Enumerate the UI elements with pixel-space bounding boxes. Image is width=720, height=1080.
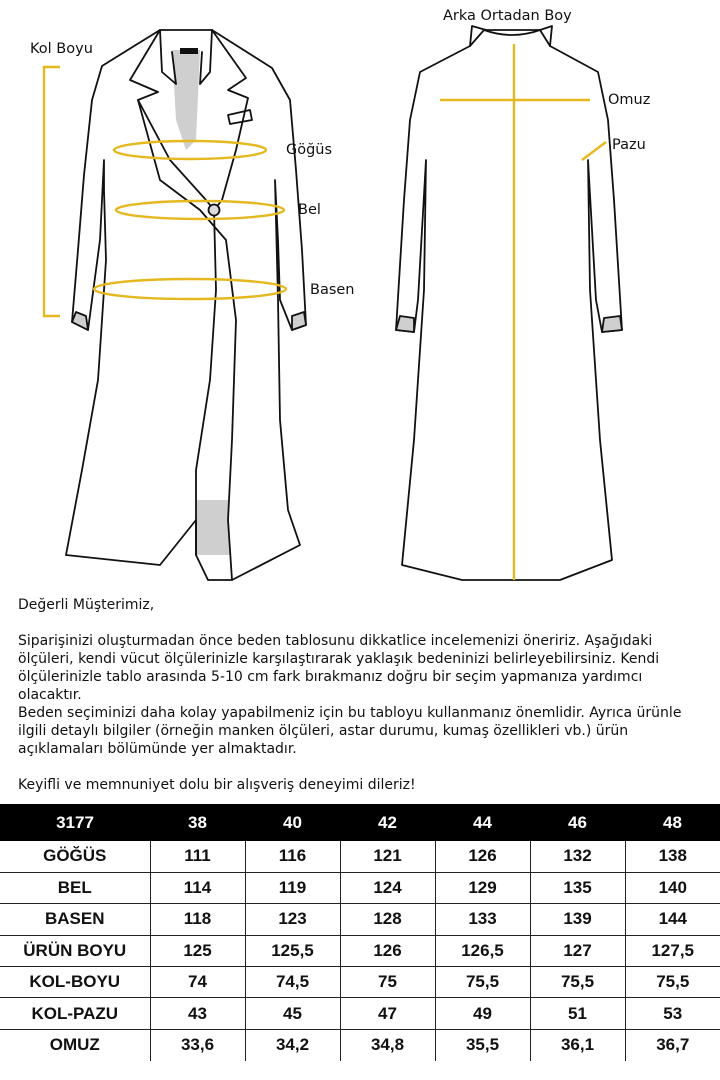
size-chart-table [0,804,720,1061]
table-cell: 114 [150,872,245,903]
product-code: 3177 [0,804,150,841]
size-header: 44 [435,804,530,841]
upper-arm-line [582,142,606,160]
table-cell: 138 [625,841,720,872]
table-cell: 123 [245,904,340,935]
row-label: ÜRÜN BOYU [0,935,150,966]
table-cell: 36,7 [656,1035,690,1055]
table-cell: 124 [340,872,435,903]
table-cell: 43 [150,998,245,1029]
table-cell: 75 [340,967,435,998]
table-cell: 118 [150,904,245,935]
label-sleeve-length: Kol Boyu [30,41,93,57]
table-cell: 133 [435,904,530,935]
row-label: BEL [0,872,150,903]
row-label: GÖĞÜS [0,841,150,872]
table-cell: 126 [435,841,530,872]
table-cell: 127 [530,935,625,966]
note-closing: Keyifli ve memnuniyet dolu bir alışveriş deneyimi dileriz! [18,777,416,793]
table-cell: 128 [340,904,435,935]
table-cell: 132 [530,841,625,872]
table-cell: 47 [340,998,435,1029]
table-row [0,872,720,903]
coat-back-icon [396,26,622,580]
table-cell: 126 [340,935,435,966]
table-cell: 35,5 [435,1029,530,1060]
row-label: KOL-BOYU [0,967,150,998]
table-cell: 144 [625,904,720,935]
size-table-header [0,804,720,841]
back-measure-lines [440,44,606,580]
table-row [0,904,720,935]
table-cell: 111 [150,841,245,872]
table-cell: 49 [435,998,530,1029]
table-cell: 121 [340,841,435,872]
label-back-length: Arka Ortadan Boy [443,8,572,24]
table-cell: 139 [530,904,625,935]
table-cell: 34,8 [340,1029,435,1060]
customer-note [18,596,708,794]
table-cell: 53 [625,998,720,1029]
label-shoulder: Omuz [608,92,651,108]
size-header: 40 [245,804,340,841]
table-cell: 126,5 [435,935,530,966]
label-waist: Bel [298,202,321,218]
label-chest: Göğüs [286,142,333,158]
label-hip: Basen [310,282,355,298]
table-cell: 135 [530,872,625,903]
table-cell: 116 [245,841,340,872]
table-cell: 34,2 [245,1029,340,1060]
table-row [0,1029,720,1060]
sleeve-length-line [44,67,60,316]
size-header: 42 [340,804,435,841]
table-row [0,967,720,998]
table-cell: 140 [625,872,720,903]
note-paragraph-2: Beden seçiminizi daha kolay yapabilmeniz için bu tabloyu kullanmanız önemlidir. Ayrıca ürünle ilgili detaylı bilgiler (örneğin manken ölçüleri, astar durumu, kumaş özellikleri vb.) ürün açıklamaları bölümünde yer almaktadır. [18,705,682,757]
table-cell: 75,5 [435,967,530,998]
table-cell: 119 [245,872,340,903]
table-cell: 125 [150,935,245,966]
hip-ring [94,279,286,299]
size-header: 48 [625,804,720,841]
table-cell: 74,5 [245,967,340,998]
row-label: BASEN [0,904,150,935]
table-cell: 127,5 [625,935,720,966]
note-paragraph-1: Siparişinizi oluşturmadan önce beden tablosunu dikkatlice incelemenizi öneririz. Aşağıdaki ölçüleri, kendi vücut ölçülerinizle karşılaştırarak yaklaşık bedeninizi belirleyebilirsiniz. Kendi ölçülerinizle tablo arasında 5-10 cm fark bırakmanız doğru bir seçim yapmanıza yardımcı olacaktır. [18,633,660,703]
label-upper-arm: Pazu [612,137,646,153]
front-measure-lines [44,67,286,316]
coat-front-icon [66,30,306,580]
table-cell: 74 [150,967,245,998]
note-greeting: Değerli Müşterimiz, [18,597,155,613]
table-row [0,998,720,1029]
table-row [0,935,720,966]
table-cell: 45 [245,998,340,1029]
table-cell: 51 [530,998,625,1029]
size-header: 46 [530,804,625,841]
row-label: OMUZ [0,1029,150,1060]
row-label: KOL-PAZU [0,998,150,1029]
table-cell: 75,5 [530,967,625,998]
size-header: 38 [150,804,245,841]
table-cell: 125,5 [245,935,340,966]
table-cell: 129 [435,872,530,903]
table-cell: 75,5 [625,967,720,998]
table-cell: 33,6 [150,1029,245,1060]
table-row [0,841,720,872]
table-cell: 36,1 [530,1029,625,1060]
